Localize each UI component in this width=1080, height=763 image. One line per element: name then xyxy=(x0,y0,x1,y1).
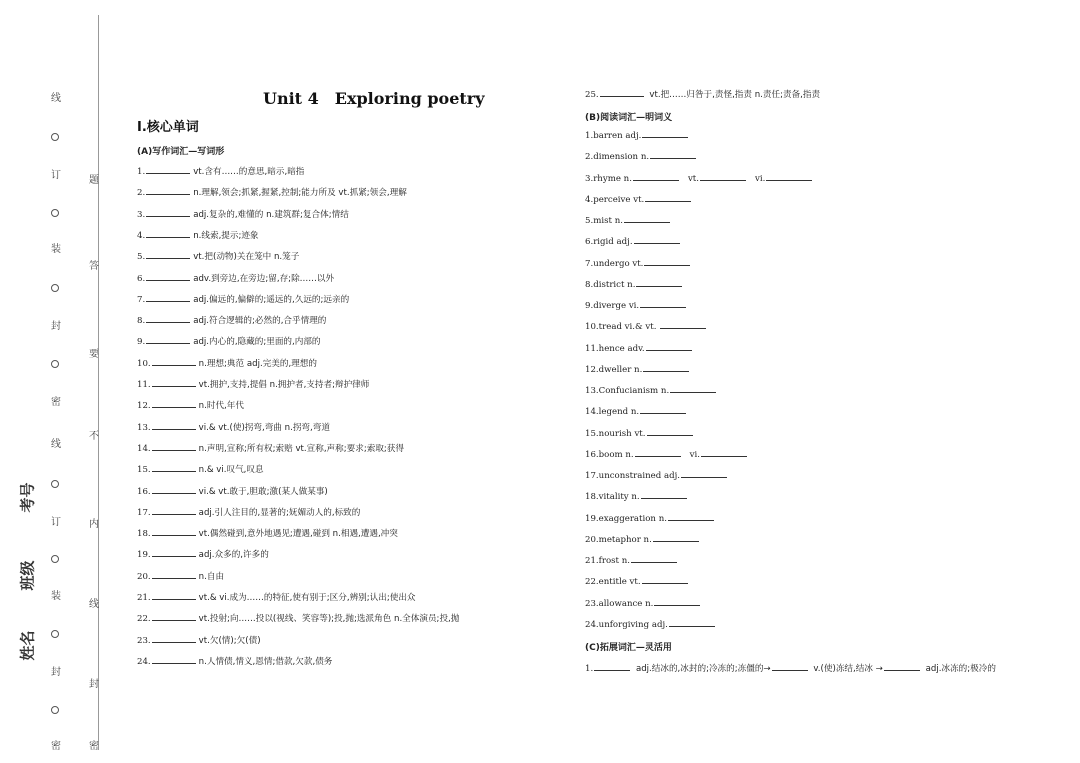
name-label: 姓名 xyxy=(18,630,37,661)
answer-blank[interactable] xyxy=(660,327,706,329)
answer-blank[interactable] xyxy=(152,555,196,557)
answer-blank[interactable] xyxy=(146,172,190,174)
list-item: 11.hence adv. xyxy=(585,344,695,354)
subsection-heading-c: (C)拓展词汇—灵活用 xyxy=(585,643,672,653)
list-item: 17.unconstrained adj. xyxy=(585,471,730,481)
answer-blank[interactable] xyxy=(146,193,190,195)
list-item: 24. n.人情债,情义,恩情;借款,欠款,债务 xyxy=(137,656,333,667)
answer-blank[interactable] xyxy=(152,364,196,366)
answer-blank[interactable] xyxy=(644,264,690,266)
answer-blank[interactable] xyxy=(642,582,688,584)
list-item: 10. n.理想;典范 adj.完美的,理想的 xyxy=(137,358,317,369)
answer-blank[interactable] xyxy=(146,300,190,302)
list-item: 21.frost n. xyxy=(585,556,680,566)
answer-blank[interactable] xyxy=(152,577,196,579)
answer-blank[interactable] xyxy=(152,513,196,515)
list-item: 21. vt.& vi.成为……的特征,使有别于;区分,辨别;认出;使出众 xyxy=(137,593,416,603)
list-item: 12. n.时代,年代 xyxy=(137,401,244,412)
answer-blank[interactable] xyxy=(146,257,190,259)
answer-blank[interactable] xyxy=(884,669,920,671)
answer-blank[interactable] xyxy=(146,236,190,238)
answer-blank[interactable] xyxy=(594,669,630,671)
margin-circle xyxy=(51,360,59,368)
margin-mark: 订 xyxy=(51,170,61,181)
margin-mark: 题 xyxy=(89,175,99,186)
binding-margin xyxy=(0,0,100,763)
answer-blank[interactable] xyxy=(146,215,190,217)
list-item: 18.vitality n. xyxy=(585,492,690,502)
list-item: 9.diverge vi. xyxy=(585,301,689,311)
margin-mark: 密 xyxy=(51,741,61,752)
list-item: 22. vt.投射;向……投以(视线、笑容等);投,抛;选派角色 n.全体演员;投,抛 xyxy=(137,614,460,625)
list-item: 13.Confucianism n. xyxy=(585,386,719,396)
answer-blank[interactable] xyxy=(624,221,670,223)
answer-blank[interactable] xyxy=(152,641,196,643)
answer-blank[interactable] xyxy=(152,385,196,387)
answer-blank[interactable] xyxy=(653,540,699,542)
answer-blank[interactable] xyxy=(647,434,693,436)
list-item: 15. n.& vi.叹气,叹息 xyxy=(137,465,264,476)
answer-blank[interactable] xyxy=(152,662,196,664)
margin-mark: 装 xyxy=(51,244,61,255)
list-item: 16.boom n. vi. xyxy=(585,450,750,460)
margin-mark: 线 xyxy=(89,599,99,610)
list-item: 13. vi.& vt.(使)拐弯,弯曲 n.拐弯,弯道 xyxy=(137,422,330,433)
list-item: 6. adv.到旁边,在旁边;留,存;除……以外 xyxy=(137,273,335,284)
list-item: 5. vt.把(动物)关在笼中 n.笼子 xyxy=(137,252,300,263)
margin-circle xyxy=(51,706,59,714)
margin-mark: 密 xyxy=(51,397,61,408)
answer-blank[interactable] xyxy=(772,669,808,671)
list-item: 2. n.理解,领会;抓紧,握紧,控制;能力所及 vt.抓紧;领会,理解 xyxy=(137,188,407,199)
margin-mark: 线 xyxy=(51,439,61,450)
list-item: 5.mist n. xyxy=(585,216,673,226)
margin-circle xyxy=(51,555,59,563)
list-item: 14. n.声明,宣称;所有权;索赔 vt.宣称,声称;要求;索取;获得 xyxy=(137,443,404,454)
subsection-heading-b: (B)阅读词汇—明词义 xyxy=(585,113,673,123)
answer-blank[interactable] xyxy=(152,619,196,621)
answer-blank[interactable] xyxy=(631,561,677,563)
answer-blank[interactable] xyxy=(152,470,196,472)
exam-number-label: 考号 xyxy=(18,482,37,513)
list-item: 17. adj.引人注目的,显著的;妩媚动人的,标致的 xyxy=(137,507,361,518)
answer-blank[interactable] xyxy=(650,157,696,159)
subsection-heading-a: (A)写作词汇—写词形 xyxy=(137,147,225,157)
list-item: 22.entitle vt. xyxy=(585,577,691,587)
answer-blank[interactable] xyxy=(642,136,688,138)
section-heading: Ⅰ.核心单词 xyxy=(137,120,199,135)
list-item: 20. n.自由 xyxy=(137,571,225,582)
list-item: 7. adj.偏远的,偏僻的;遥远的,久远的;远亲的 xyxy=(137,294,350,305)
list-item: 6.rigid adj. xyxy=(585,237,683,247)
page-title: Unit 4 Exploring poetry xyxy=(263,89,485,108)
answer-blank[interactable] xyxy=(635,455,681,457)
list-item: 10.tread vi.& vt. xyxy=(585,322,709,332)
answer-blank[interactable] xyxy=(152,598,196,600)
list-item: 19.exaggeration n. xyxy=(585,514,717,524)
list-item: 1. vt.含有……的意思,暗示,暗指 xyxy=(137,167,305,177)
margin-mark: 答 xyxy=(89,261,99,272)
answer-blank[interactable] xyxy=(146,279,190,281)
list-item: 8.district n. xyxy=(585,280,685,290)
margin-mark: 内 xyxy=(89,519,99,530)
margin-circle xyxy=(51,284,59,292)
answer-blank[interactable] xyxy=(654,604,700,606)
list-item: 7.undergo vt. xyxy=(585,259,693,269)
answer-blank[interactable] xyxy=(600,95,644,97)
class-label: 班级 xyxy=(18,560,37,591)
list-item: 3.rhyme n. vt. vi. xyxy=(585,174,815,184)
answer-blank[interactable] xyxy=(668,519,714,521)
answer-blank[interactable] xyxy=(640,306,686,308)
answer-blank[interactable] xyxy=(152,428,196,430)
answer-blank[interactable] xyxy=(636,285,682,287)
list-item: 23. vt.欠(情);欠(债) xyxy=(137,635,261,646)
list-item: 15.nourish vt. xyxy=(585,429,696,439)
margin-mark: 装 xyxy=(51,591,61,602)
list-item: 20.metaphor n. xyxy=(585,535,702,545)
list-item: 24.unforgiving adj. xyxy=(585,620,718,630)
fold-line xyxy=(98,15,99,750)
list-item: 11. vt.拥护,支持,提倡 n.拥护者,支持者;辩护律师 xyxy=(137,380,370,390)
answer-blank[interactable] xyxy=(640,412,686,414)
answer-blank[interactable] xyxy=(152,492,196,494)
answer-blank[interactable] xyxy=(681,476,727,478)
answer-blank[interactable] xyxy=(646,349,692,351)
margin-circle xyxy=(51,209,59,217)
answer-blank[interactable] xyxy=(643,370,689,372)
margin-mark: 封 xyxy=(89,679,99,690)
margin-mark: 封 xyxy=(51,321,61,332)
list-item: 16. vi.& vt.敢于,胆敢;激(某人做某事) xyxy=(137,486,328,497)
answer-blank[interactable] xyxy=(633,179,679,181)
list-item: 2.dimension n. xyxy=(585,152,699,162)
list-item: 19. adj.众多的,许多的 xyxy=(137,550,269,561)
margin-circle xyxy=(51,630,59,638)
answer-blank[interactable] xyxy=(670,391,716,393)
list-item: 1.barren adj. xyxy=(585,131,691,141)
answer-blank[interactable] xyxy=(152,449,196,451)
answer-blank[interactable] xyxy=(634,242,680,244)
answer-blank[interactable] xyxy=(152,406,196,408)
list-item: 8. adj.符合逻辑的;必然的,合乎情理的 xyxy=(137,316,327,327)
margin-mark: 封 xyxy=(51,667,61,678)
list-item: 3. adj.复杂的,难懂的 n.建筑群;复合体;情结 xyxy=(137,209,349,220)
margin-mark: 线 xyxy=(51,93,61,104)
answer-blank[interactable] xyxy=(152,534,196,536)
margin-mark: 要 xyxy=(89,349,99,360)
margin-mark: 订 xyxy=(51,517,61,528)
list-item: 14.legend n. xyxy=(585,407,689,417)
list-item: 23.allowance n. xyxy=(585,599,703,609)
answer-blank[interactable] xyxy=(146,321,190,323)
answer-blank[interactable] xyxy=(700,179,746,181)
list-item: 4. n.线索,提示;迹象 xyxy=(137,230,259,241)
margin-mark: 密 xyxy=(89,741,99,752)
answer-blank[interactable] xyxy=(669,625,715,627)
answer-blank[interactable] xyxy=(146,342,190,344)
answer-blank[interactable] xyxy=(701,455,747,457)
margin-mark: 不 xyxy=(89,431,99,442)
list-item: 1. adj.结冰的,冰封的;冷冻的;冻僵的→ v.(使)冻结,结冰 → adj.冰冻的;极冷的 xyxy=(585,664,996,674)
margin-circle xyxy=(51,480,59,488)
list-item: 4.perceive vt. xyxy=(585,195,694,205)
answer-blank[interactable] xyxy=(641,497,687,499)
list-item: 25. vt.把……归咎于,责怪,指责 n.责任;责备,指责 xyxy=(585,90,821,100)
list-item: 18. vt.偶然碰到,意外地遇见;遭遇,碰到 n.相遇,遭遇,冲突 xyxy=(137,529,398,540)
list-item: 9. adj.内心的,隐藏的;里面的,内部的 xyxy=(137,337,321,348)
list-item: 12.dweller n. xyxy=(585,365,692,375)
answer-blank[interactable] xyxy=(645,200,691,202)
answer-blank[interactable] xyxy=(766,179,812,181)
margin-circle xyxy=(51,133,59,141)
